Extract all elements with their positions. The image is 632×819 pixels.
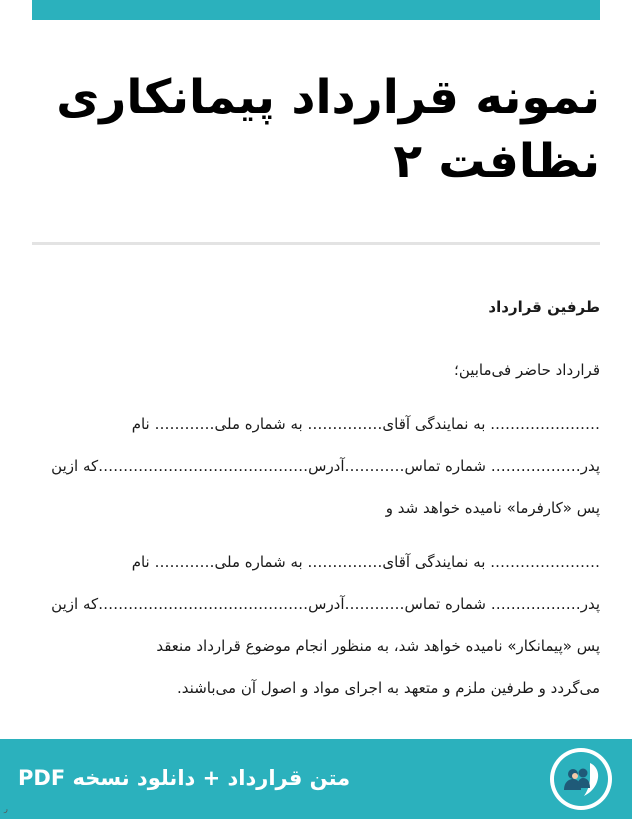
title-divider [32,242,600,245]
party-contractor-block [32,541,600,709]
download-banner[interactable] [0,739,632,819]
people-logo-icon-graphic [550,748,612,810]
section-heading: طرفین قرارداد [488,298,600,316]
top-accent-bar [32,0,600,20]
paragraph-gap [32,529,600,541]
page-mark: ر [4,804,8,813]
party-contractor-line-2: پدر……………… شماره تماس…………آدرس……………………………………که ازین [51,595,600,613]
download-pdf-link[interactable]: متن قرارداد + دانلود نسخه PDF [18,766,351,790]
page-title: نمونه قرارداد پیمانکاری نظافت ۲ [56,70,600,189]
party-employer-block [32,403,600,529]
party-contractor-line-1: …………………. به نمایندگی آقای…………… به شماره ملی………… نام [131,553,600,571]
party-contractor-line-4: می‌گردد و طرفین ملزم و متعهد به اجرای مواد و اصول آن می‌باشند. [177,679,600,697]
party-contractor-line-3: پس «پیمانکار» نامیده خواهد شد، به منظور انجام موضوع قرارداد منعقد [156,637,600,655]
party-employer-line-1: …………………. به نمایندگی آقای…………… به شماره ملی………… نام [131,415,600,433]
contract-body [32,290,600,709]
intro-line: قرارداد حاضر فی‌مابین؛ [454,361,600,379]
people-logo-icon [550,748,612,810]
party-employer-line-3: پس «کارفرما» نامیده خواهد شد و [385,499,600,517]
party-employer-line-2: پدر……………… شماره تماس…………آدرس……………………………………که ازین [51,457,600,475]
